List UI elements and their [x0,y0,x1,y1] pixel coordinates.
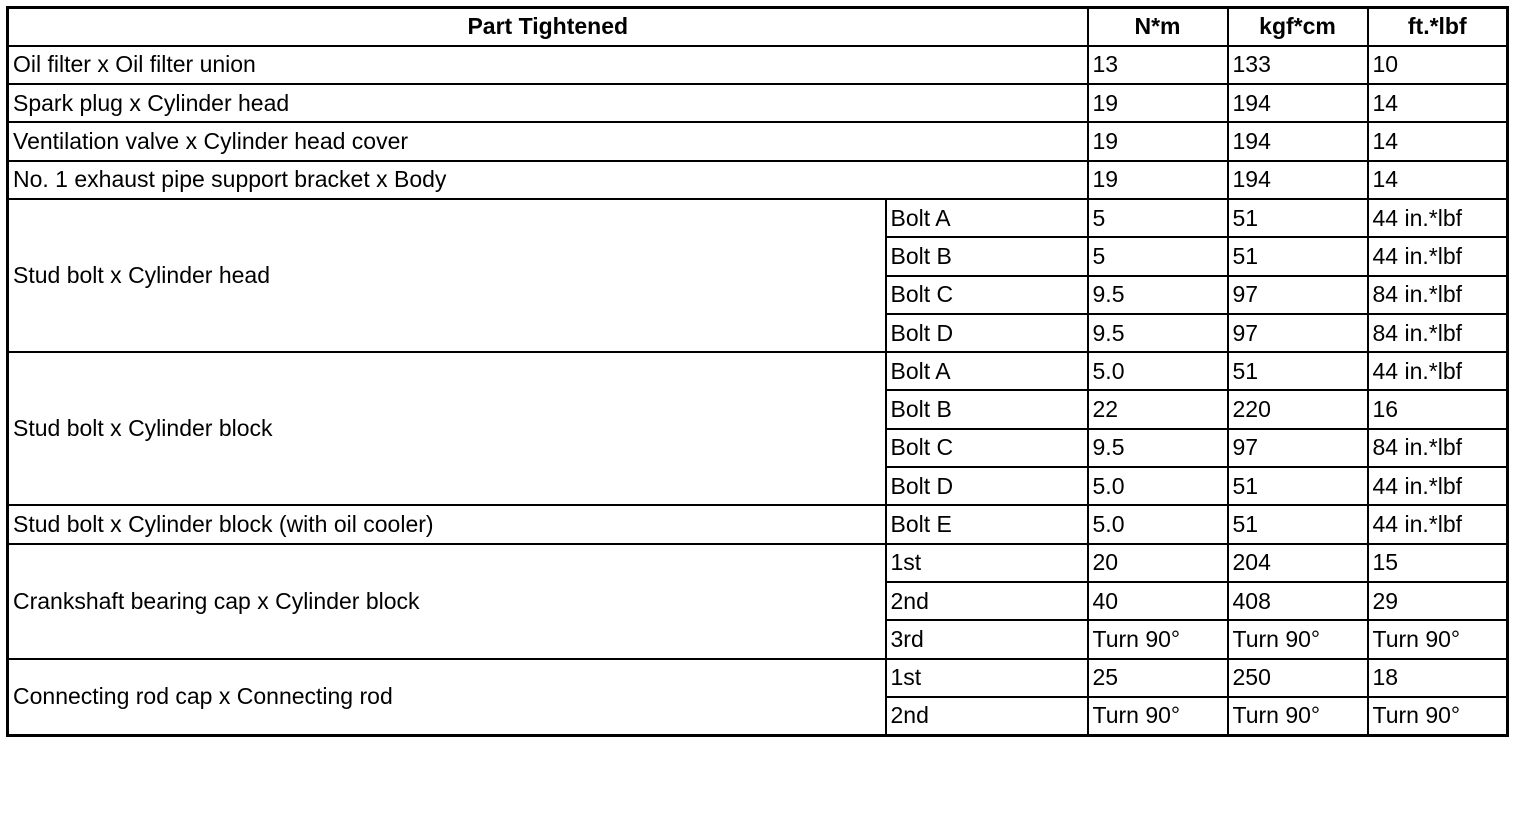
nm-cell: 5.0 [1088,467,1228,505]
header-row [8,8,1508,46]
nm-cell: 9.5 [1088,429,1228,467]
kgfcm-cell: 220 [1228,390,1368,428]
sub-cell: 2nd [886,697,1088,735]
sub-cell: Bolt D [886,314,1088,352]
kgfcm-cell: 51 [1228,467,1368,505]
kgfcm-cell: 194 [1228,122,1368,160]
nm-cell: 19 [1088,84,1228,122]
table-row [8,161,1508,199]
kgfcm-cell: 97 [1228,314,1368,352]
table-row [8,46,1508,84]
nm-cell: 40 [1088,582,1228,620]
nm-cell: 25 [1088,659,1228,697]
ftlbf-cell: 44 in.*lbf [1368,505,1508,543]
ftlbf-cell: 84 in.*lbf [1368,429,1508,467]
kgfcm-cell: 133 [1228,46,1368,84]
kgfcm-cell: 250 [1228,659,1368,697]
part-cell: No. 1 exhaust pipe support bracket x Body [8,161,1088,199]
table-row [8,122,1508,160]
table-row [8,505,1508,543]
part-cell: Stud bolt x Cylinder head [8,199,886,352]
sub-cell: Bolt B [886,237,1088,275]
kgfcm-cell: 51 [1228,199,1368,237]
sub-cell: 2nd [886,582,1088,620]
ftlbf-cell: 14 [1368,161,1508,199]
ftlbf-cell: 44 in.*lbf [1368,237,1508,275]
nm-cell: 5 [1088,199,1228,237]
nm-cell: 5 [1088,237,1228,275]
table-row [8,659,1508,697]
ftlbf-cell: 84 in.*lbf [1368,314,1508,352]
kgfcm-cell: 194 [1228,161,1368,199]
table-row [8,544,1508,582]
table-row [8,352,1508,390]
nm-cell: 5.0 [1088,505,1228,543]
ftlbf-cell: 29 [1368,582,1508,620]
sub-cell: Bolt D [886,467,1088,505]
nm-cell: 5.0 [1088,352,1228,390]
kgfcm-cell: 97 [1228,429,1368,467]
kgfcm-cell: 97 [1228,276,1368,314]
sub-cell: Bolt C [886,429,1088,467]
ftlbf-cell: 44 in.*lbf [1368,467,1508,505]
ftlbf-cell: 10 [1368,46,1508,84]
part-cell: Oil filter x Oil filter union [8,46,1088,84]
sub-cell: Bolt A [886,352,1088,390]
part-cell: Spark plug x Cylinder head [8,84,1088,122]
ftlbf-cell: 14 [1368,122,1508,160]
kgfcm-cell: Turn 90° [1228,697,1368,735]
sub-cell: Bolt B [886,390,1088,428]
sub-cell: 3rd [886,620,1088,658]
kgfcm-cell: 204 [1228,544,1368,582]
ftlbf-cell: Turn 90° [1368,620,1508,658]
ftlbf-cell: 15 [1368,544,1508,582]
nm-cell: Turn 90° [1088,620,1228,658]
sub-cell: Bolt E [886,505,1088,543]
nm-cell: Turn 90° [1088,697,1228,735]
ftlbf-cell: 84 in.*lbf [1368,276,1508,314]
header-ftlbf: ft.*lbf [1368,8,1508,46]
kgfcm-cell: 51 [1228,237,1368,275]
part-cell: Ventilation valve x Cylinder head cover [8,122,1088,160]
torque-spec-table [6,6,1509,737]
nm-cell: 9.5 [1088,276,1228,314]
header-part-tightened: Part Tightened [8,8,1088,46]
kgfcm-cell: 51 [1228,505,1368,543]
sub-cell: Bolt C [886,276,1088,314]
ftlbf-cell: 14 [1368,84,1508,122]
ftlbf-cell: 16 [1368,390,1508,428]
part-cell: Stud bolt x Cylinder block (with oil cooler) [8,505,886,543]
ftlbf-cell: 44 in.*lbf [1368,352,1508,390]
ftlbf-cell: 44 in.*lbf [1368,199,1508,237]
ftlbf-cell: 18 [1368,659,1508,697]
part-cell: Stud bolt x Cylinder block [8,352,886,505]
nm-cell: 20 [1088,544,1228,582]
ftlbf-cell: Turn 90° [1368,697,1508,735]
part-cell: Connecting rod cap x Connecting rod [8,659,886,736]
sub-cell: 1st [886,544,1088,582]
part-cell: Crankshaft bearing cap x Cylinder block [8,544,886,659]
sub-cell: 1st [886,659,1088,697]
sub-cell: Bolt A [886,199,1088,237]
nm-cell: 19 [1088,161,1228,199]
nm-cell: 9.5 [1088,314,1228,352]
nm-cell: 22 [1088,390,1228,428]
header-nm: N*m [1088,8,1228,46]
kgfcm-cell: Turn 90° [1228,620,1368,658]
header-kgfcm: kgf*cm [1228,8,1368,46]
table-row [8,84,1508,122]
kgfcm-cell: 408 [1228,582,1368,620]
nm-cell: 19 [1088,122,1228,160]
kgfcm-cell: 194 [1228,84,1368,122]
table-row [8,199,1508,237]
nm-cell: 13 [1088,46,1228,84]
kgfcm-cell: 51 [1228,352,1368,390]
